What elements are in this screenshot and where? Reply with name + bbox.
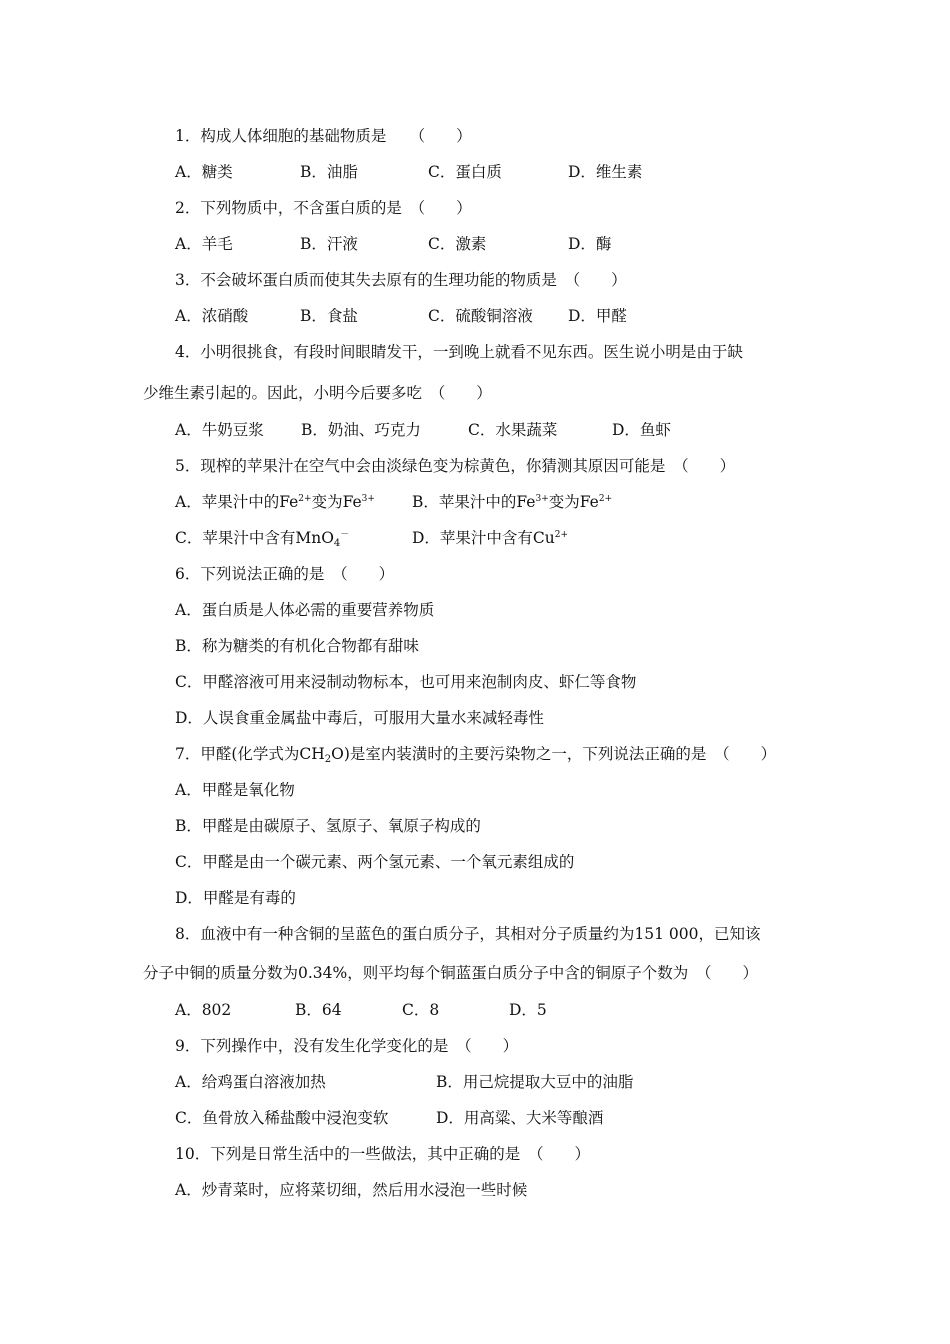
option-c: C．鱼骨放入稀盐酸中浸泡变软 bbox=[175, 1109, 389, 1127]
question-7-option-a: A．甲醛是氧化物 bbox=[175, 781, 295, 799]
option-a: A．羊毛 bbox=[175, 235, 233, 253]
question-6-option-c: C．甲醛溶液可用来浸制动物标本，也可用来泡制肉皮、虾仁等食物 bbox=[175, 673, 637, 691]
option-d: D．5 bbox=[509, 1001, 547, 1019]
option-d: D．酶 bbox=[568, 235, 612, 253]
question-6-option-d: D．人误食重金属盐中毒后，可服用大量水来减轻毒性 bbox=[175, 709, 544, 727]
option-a: A．牛奶豆浆 bbox=[175, 421, 264, 439]
question-9-options-cd bbox=[175, 1108, 775, 1128]
option-a: A．浓硝酸 bbox=[175, 307, 249, 325]
option-d: D．用高粱、大米等酿酒 bbox=[436, 1109, 604, 1127]
question-1-options bbox=[175, 162, 775, 182]
option-d: D．甲醛 bbox=[568, 307, 627, 325]
question-6-stem: 6．下列说法正确的是 （ ） bbox=[175, 565, 395, 583]
question-8-stem-line-1: 8．血液中有一种含铜的呈蓝色的蛋白质分子，其相对分子质量约为151 000，已知该 bbox=[175, 925, 761, 943]
option-b: B．苹果汁中的$Fe^{3+}$变为$Fe^{2+}$ bbox=[412, 493, 613, 511]
question-3-stem: 3．不会破坏蛋白质而使其失去原有的生理功能的物质是 （ ） bbox=[175, 271, 627, 289]
question-9-stem: 9．下列操作中，没有发生化学变化的是 （ ） bbox=[175, 1037, 519, 1055]
question-2-stem: 2．下列物质中，不含蛋白质的是 （ ） bbox=[175, 199, 472, 217]
question-8-stem-line-2: 分子中铜的质量分数为0.34%，则平均每个铜蓝蛋白质分子中含的铜原子个数为 （ ） bbox=[143, 964, 758, 982]
question-7-option-c: C．甲醛是由一个碳元素、两个氢元素、一个氧元素组成的 bbox=[175, 853, 575, 871]
option-a: A．苹果汁中的$Fe^{2+}$变为$Fe^{3+}$ bbox=[175, 493, 375, 511]
question-7-option-d: D．甲醛是有毒的 bbox=[175, 889, 296, 907]
question-5-options-cd bbox=[175, 528, 775, 548]
option-d: D．鱼虾 bbox=[612, 421, 671, 439]
option-c: C．激素 bbox=[428, 235, 487, 253]
option-c: C．水果蔬菜 bbox=[468, 421, 558, 439]
option-b: B．食盐 bbox=[300, 307, 358, 325]
option-c: C．8 bbox=[402, 1001, 440, 1019]
question-9-options-ab bbox=[175, 1072, 775, 1092]
option-b: B．奶油、巧克力 bbox=[301, 421, 421, 439]
question-5-options-ab bbox=[175, 492, 775, 512]
option-b: B．用己烷提取大豆中的油脂 bbox=[436, 1073, 634, 1091]
question-3-options bbox=[175, 306, 775, 326]
option-d: D．苹果汁中含有$Cu^{2+}$ bbox=[412, 529, 569, 547]
question-1-stem: 1．构成人体细胞的基础物质是 （ ） bbox=[175, 127, 472, 145]
question-10-option-a: A．炒青菜时，应将菜切细，然后用水浸泡一些时候 bbox=[175, 1181, 528, 1199]
question-7-stem: 7．甲醛(化学式为$CH_2O$)是室内装潢时的主要污染物之一，下列说法正确的是 （ ） bbox=[175, 745, 777, 765]
question-4-stem-line-2: 少维生素引起的。因此，小明今后要多吃 （ ） bbox=[143, 384, 492, 402]
option-c: C．苹果汁中含有MnO$_4$－ bbox=[175, 529, 350, 549]
question-7-option-b: B．甲醛是由碳原子、氢原子、氧原子构成的 bbox=[175, 817, 481, 835]
question-6-option-b: B．称为糖类的有机化合物都有甜味 bbox=[175, 637, 419, 655]
option-d: D．维生素 bbox=[568, 163, 643, 181]
question-5-stem: 5．现榨的苹果汁在空气中会由淡绿色变为棕黄色，你猜测其原因可能是 （ ） bbox=[175, 457, 736, 475]
option-c: C．硫酸铜溶液 bbox=[428, 307, 533, 325]
option-c: C．蛋白质 bbox=[428, 163, 502, 181]
option-a: A．糖类 bbox=[175, 163, 233, 181]
question-8-options bbox=[175, 1000, 775, 1020]
option-b: B．油脂 bbox=[300, 163, 358, 181]
question-4-stem-line-1: 4．小明很挑食，有段时间眼睛发干，一到晚上就看不见东西。医生说小明是由于缺 bbox=[175, 343, 743, 361]
question-4-options bbox=[175, 420, 775, 440]
option-b: B．64 bbox=[295, 1001, 342, 1019]
question-10-stem: 10．下列是日常生活中的一些做法，其中正确的是 （ ） bbox=[175, 1145, 590, 1163]
question-2-options bbox=[175, 234, 775, 254]
option-a: A．802 bbox=[175, 1001, 232, 1019]
option-a: A．给鸡蛋白溶液加热 bbox=[175, 1073, 326, 1091]
question-6-option-a: A．蛋白质是人体必需的重要营养物质 bbox=[175, 601, 435, 619]
option-b: B．汗液 bbox=[300, 235, 358, 253]
